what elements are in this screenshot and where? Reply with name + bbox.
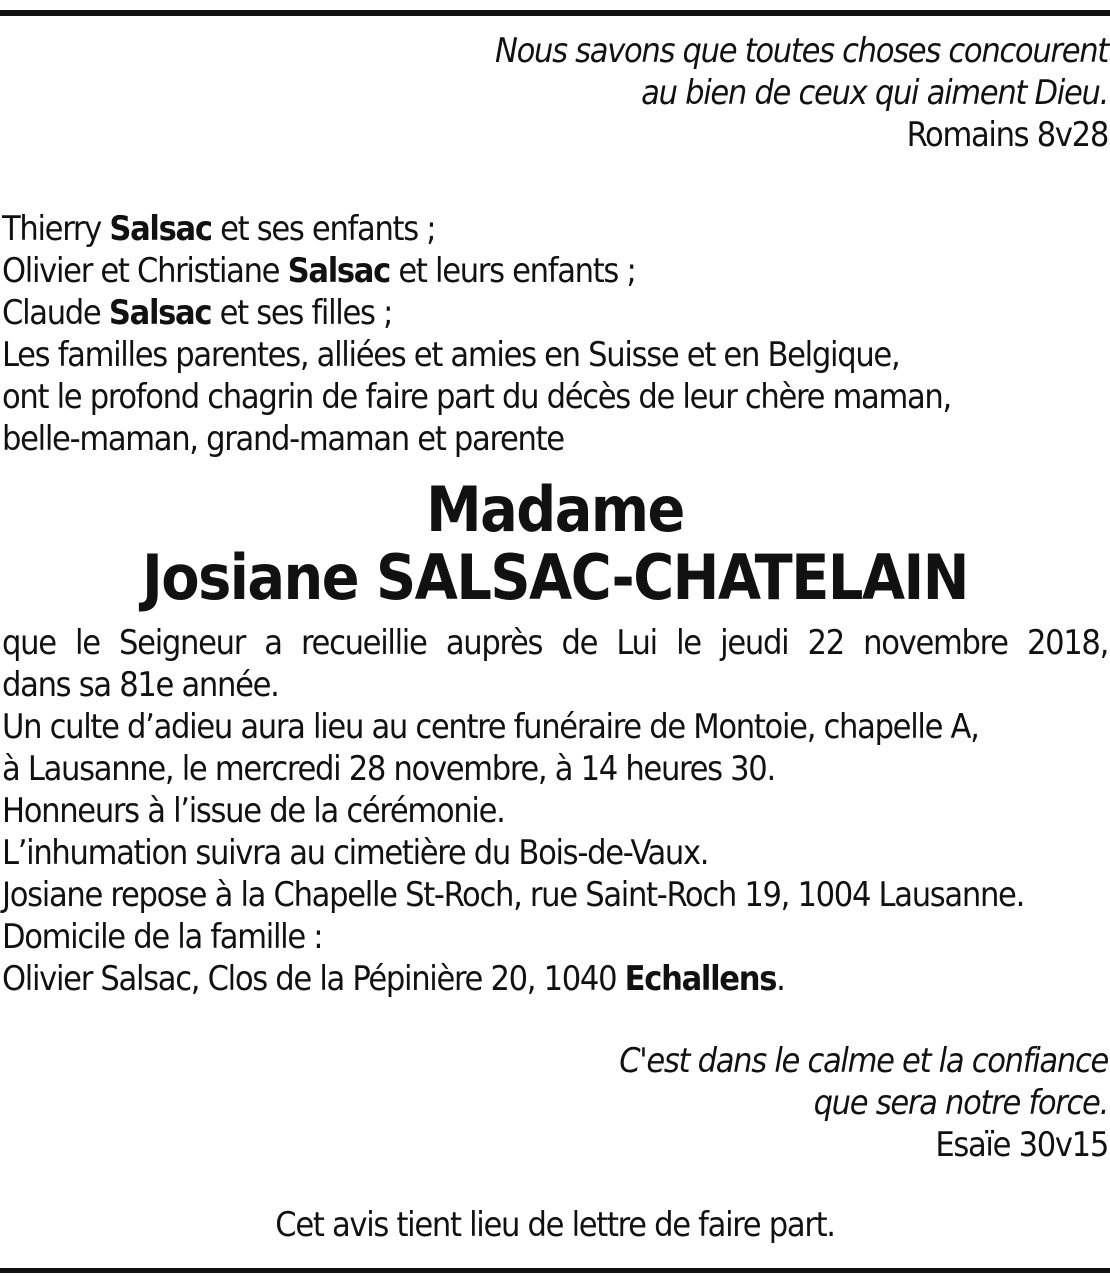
top-rule	[0, 10, 1110, 16]
details-line-7: Josiane repose à la Chapelle St-Roch, rue Saint-Roch 19, 1004 Lausanne.	[2, 875, 1024, 915]
bottom-verse-line-2: que sera notre force.	[813, 1083, 1108, 1123]
family-line-2-post: et leurs enfants ;	[389, 251, 636, 291]
family-line-1-surname: Salsac	[109, 209, 212, 249]
details-line-9-town: Echallens	[624, 959, 777, 999]
family-line-1-post: et ses enfants ;	[211, 209, 436, 249]
family-line-3-pre: Claude	[2, 293, 109, 333]
family-line-2	[2, 250, 1108, 292]
details-line-9-pre: Olivier Salsac, Clos de la Pépinière 20, 1040	[2, 959, 625, 999]
details-line-4: à Lausanne, le mercredi 28 novembre, à 14 heures 30.	[2, 749, 775, 789]
deceased-heading	[2, 473, 1108, 614]
bottom-verse-line-1: C'est dans le calme et la confiance	[619, 1041, 1108, 1081]
family-line-1	[2, 208, 1108, 250]
family-line-3	[2, 292, 1108, 334]
top-verse-reference: Romains 8v28	[906, 115, 1108, 155]
family-list	[2, 208, 1108, 460]
details-line-3: Un culte d’adieu aura lieu au centre funéraire de Montoie, chapelle A,	[2, 707, 979, 747]
bottom-rule	[0, 1268, 1110, 1273]
family-line-1-pre: Thierry	[2, 209, 110, 249]
details-line-9	[2, 958, 1108, 1000]
details-block	[2, 622, 1108, 1000]
obituary-notice	[2, 30, 1108, 1246]
family-line-2-pre: Olivier et Christiane	[2, 251, 288, 291]
family-line-3-surname: Salsac	[108, 293, 212, 333]
deceased-title: Madame	[426, 473, 684, 546]
details-line-9-post: .	[776, 959, 785, 999]
family-line-2-surname: Salsac	[287, 251, 390, 291]
footer-note: Cet avis tient lieu de lettre de faire part.	[275, 1205, 835, 1245]
family-line-3-post: et ses filles ;	[211, 293, 393, 333]
top-verse	[2, 30, 1108, 156]
deceased-name: Josiane SALSAC-CHATELAIN	[142, 541, 968, 614]
details-line-1: que le Seigneur a recueillie auprès de Lui le jeudi 22 novembre 2018,	[2, 623, 1108, 663]
details-line-2: dans sa 81e année.	[2, 665, 279, 705]
top-verse-line-2: au bien de ceux qui aiment Dieu.	[641, 73, 1108, 113]
bottom-verse	[2, 1040, 1108, 1166]
details-line-5: Honneurs à l’issue de la cérémonie.	[2, 791, 505, 831]
family-line-5: ont le profond chagrin de faire part du décès de leur chère maman,	[2, 377, 951, 417]
bottom-verse-reference: Esaïe 30v15	[935, 1125, 1108, 1165]
details-line-8: Domicile de la famille :	[2, 917, 323, 957]
family-line-4: Les familles parentes, alliées et amies en Suisse et en Belgique,	[2, 335, 900, 375]
details-line-6: L’inhumation suivra au cimetière du Bois-de-Vaux.	[2, 833, 709, 873]
top-verse-line-1: Nous savons que toutes choses concourent	[495, 31, 1108, 71]
family-line-6: belle-maman, grand-maman et parente	[2, 419, 564, 459]
